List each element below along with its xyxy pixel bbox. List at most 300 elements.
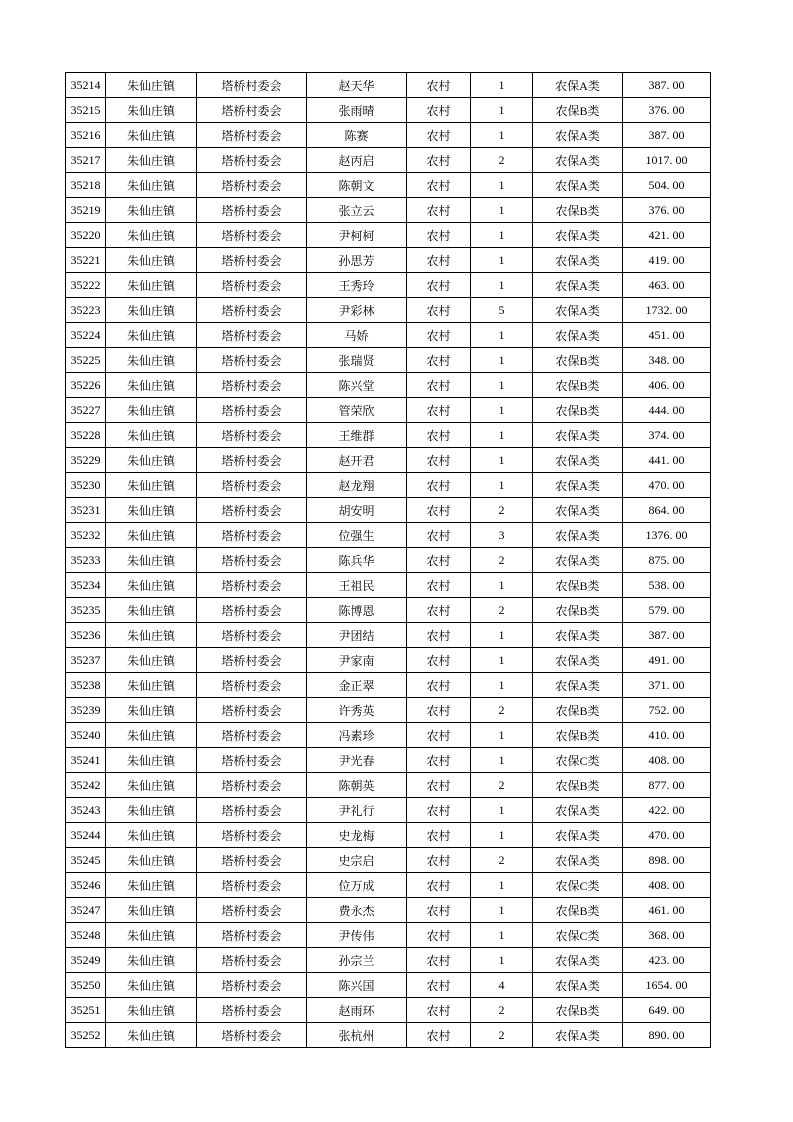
cell-type: 农保B类 (533, 98, 623, 123)
table-row (66, 548, 711, 573)
table-row (66, 148, 711, 173)
cell-amount: 538. 00 (623, 573, 711, 598)
cell-id: 35238 (66, 673, 106, 698)
table-row (66, 648, 711, 673)
cell-village: 塔桥村委会 (197, 423, 307, 448)
cell-name: 张瑞贤 (307, 348, 407, 373)
cell-count: 1 (471, 398, 533, 423)
cell-amount: 387. 00 (623, 123, 711, 148)
cell-village: 塔桥村委会 (197, 923, 307, 948)
table-row (66, 748, 711, 773)
cell-category: 农村 (407, 573, 471, 598)
cell-type: 农保A类 (533, 473, 623, 498)
cell-name: 许秀英 (307, 698, 407, 723)
cell-id: 35219 (66, 198, 106, 223)
cell-category: 农村 (407, 973, 471, 998)
cell-type: 农保A类 (533, 523, 623, 548)
cell-village: 塔桥村委会 (197, 623, 307, 648)
cell-count: 1 (471, 823, 533, 848)
table-row (66, 298, 711, 323)
cell-village: 塔桥村委会 (197, 698, 307, 723)
cell-count: 2 (471, 998, 533, 1023)
cell-id: 35243 (66, 798, 106, 823)
cell-village: 塔桥村委会 (197, 523, 307, 548)
table-row (66, 898, 711, 923)
cell-type: 农保C类 (533, 873, 623, 898)
cell-id: 35232 (66, 523, 106, 548)
cell-type: 农保A类 (533, 673, 623, 698)
cell-name: 胡安明 (307, 498, 407, 523)
cell-name: 赵雨环 (307, 998, 407, 1023)
cell-id: 35235 (66, 598, 106, 623)
cell-category: 农村 (407, 748, 471, 773)
cell-count: 1 (471, 948, 533, 973)
cell-name: 尹家南 (307, 648, 407, 673)
cell-name: 张杭州 (307, 1023, 407, 1048)
cell-amount: 461. 00 (623, 898, 711, 923)
cell-amount: 875. 00 (623, 548, 711, 573)
cell-category: 农村 (407, 898, 471, 923)
cell-category: 农村 (407, 948, 471, 973)
cell-amount: 463. 00 (623, 273, 711, 298)
cell-town: 朱仙庄镇 (106, 698, 197, 723)
cell-id: 35222 (66, 273, 106, 298)
table-row (66, 123, 711, 148)
cell-amount: 444. 00 (623, 398, 711, 423)
cell-category: 农村 (407, 273, 471, 298)
cell-amount: 441. 00 (623, 448, 711, 473)
cell-village: 塔桥村委会 (197, 373, 307, 398)
cell-count: 1 (471, 123, 533, 148)
cell-name: 孙思芳 (307, 248, 407, 273)
cell-town: 朱仙庄镇 (106, 898, 197, 923)
cell-village: 塔桥村委会 (197, 473, 307, 498)
cell-amount: 410. 00 (623, 723, 711, 748)
cell-id: 35236 (66, 623, 106, 648)
cell-amount: 864. 00 (623, 498, 711, 523)
cell-town: 朱仙庄镇 (106, 73, 197, 98)
cell-amount: 898. 00 (623, 848, 711, 873)
table-row (66, 623, 711, 648)
table-row (66, 98, 711, 123)
cell-village: 塔桥村委会 (197, 673, 307, 698)
cell-village: 塔桥村委会 (197, 348, 307, 373)
cell-type: 农保A类 (533, 273, 623, 298)
cell-town: 朱仙庄镇 (106, 248, 197, 273)
table-row (66, 573, 711, 598)
cell-id: 35249 (66, 948, 106, 973)
cell-village: 塔桥村委会 (197, 173, 307, 198)
cell-category: 农村 (407, 473, 471, 498)
cell-category: 农村 (407, 623, 471, 648)
cell-id: 35241 (66, 748, 106, 773)
cell-category: 农村 (407, 598, 471, 623)
cell-name: 赵丙启 (307, 148, 407, 173)
cell-category: 农村 (407, 798, 471, 823)
table-row (66, 473, 711, 498)
cell-count: 1 (471, 373, 533, 398)
cell-count: 1 (471, 223, 533, 248)
cell-type: 农保A类 (533, 948, 623, 973)
cell-type: 农保A类 (533, 548, 623, 573)
cell-town: 朱仙庄镇 (106, 948, 197, 973)
cell-type: 农保B类 (533, 723, 623, 748)
cell-amount: 752. 00 (623, 698, 711, 723)
cell-name: 赵龙翔 (307, 473, 407, 498)
table-row (66, 923, 711, 948)
cell-town: 朱仙庄镇 (106, 848, 197, 873)
cell-village: 塔桥村委会 (197, 573, 307, 598)
cell-category: 农村 (407, 998, 471, 1023)
cell-town: 朱仙庄镇 (106, 398, 197, 423)
cell-type: 农保B类 (533, 898, 623, 923)
table-row (66, 73, 711, 98)
table-row (66, 523, 711, 548)
table-row (66, 773, 711, 798)
cell-name: 张雨晴 (307, 98, 407, 123)
table-body (66, 73, 711, 1048)
cell-id: 35214 (66, 73, 106, 98)
cell-count: 1 (471, 748, 533, 773)
cell-amount: 387. 00 (623, 73, 711, 98)
cell-id: 35252 (66, 1023, 106, 1048)
table-row (66, 848, 711, 873)
cell-type: 农保A类 (533, 623, 623, 648)
cell-count: 1 (471, 173, 533, 198)
cell-name: 位万成 (307, 873, 407, 898)
cell-town: 朱仙庄镇 (106, 998, 197, 1023)
table-row (66, 423, 711, 448)
cell-type: 农保A类 (533, 248, 623, 273)
table-row (66, 323, 711, 348)
cell-id: 35223 (66, 298, 106, 323)
cell-amount: 470. 00 (623, 473, 711, 498)
cell-count: 3 (471, 523, 533, 548)
cell-village: 塔桥村委会 (197, 198, 307, 223)
cell-id: 35217 (66, 148, 106, 173)
cell-category: 农村 (407, 523, 471, 548)
cell-name: 冯素珍 (307, 723, 407, 748)
cell-town: 朱仙庄镇 (106, 723, 197, 748)
cell-type: 农保A类 (533, 798, 623, 823)
cell-count: 2 (471, 698, 533, 723)
cell-type: 农保B类 (533, 198, 623, 223)
cell-type: 农保A类 (533, 223, 623, 248)
cell-type: 农保B类 (533, 398, 623, 423)
cell-amount: 451. 00 (623, 323, 711, 348)
cell-name: 尹礼行 (307, 798, 407, 823)
cell-id: 35220 (66, 223, 106, 248)
cell-type: 农保B类 (533, 698, 623, 723)
cell-name: 张立云 (307, 198, 407, 223)
cell-town: 朱仙庄镇 (106, 348, 197, 373)
cell-town: 朱仙庄镇 (106, 623, 197, 648)
cell-town: 朱仙庄镇 (106, 873, 197, 898)
cell-count: 1 (471, 423, 533, 448)
cell-town: 朱仙庄镇 (106, 323, 197, 348)
table-row (66, 373, 711, 398)
cell-count: 2 (471, 848, 533, 873)
cell-count: 1 (471, 273, 533, 298)
cell-town: 朱仙庄镇 (106, 548, 197, 573)
cell-count: 2 (471, 598, 533, 623)
cell-amount: 419. 00 (623, 248, 711, 273)
table-row (66, 348, 711, 373)
cell-name: 陈兵华 (307, 548, 407, 573)
cell-category: 农村 (407, 98, 471, 123)
cell-count: 2 (471, 498, 533, 523)
cell-village: 塔桥村委会 (197, 148, 307, 173)
cell-count: 1 (471, 798, 533, 823)
cell-town: 朱仙庄镇 (106, 573, 197, 598)
cell-id: 35244 (66, 823, 106, 848)
cell-name: 尹传伟 (307, 923, 407, 948)
cell-type: 农保B类 (533, 773, 623, 798)
cell-id: 35250 (66, 973, 106, 998)
cell-id: 35242 (66, 773, 106, 798)
cell-category: 农村 (407, 498, 471, 523)
cell-category: 农村 (407, 398, 471, 423)
cell-id: 35216 (66, 123, 106, 148)
table-row (66, 948, 711, 973)
cell-name: 陈兴国 (307, 973, 407, 998)
cell-village: 塔桥村委会 (197, 123, 307, 148)
cell-type: 农保C类 (533, 923, 623, 948)
cell-id: 35247 (66, 898, 106, 923)
cell-amount: 1017. 00 (623, 148, 711, 173)
cell-name: 陈朝英 (307, 773, 407, 798)
cell-id: 35240 (66, 723, 106, 748)
cell-category: 农村 (407, 298, 471, 323)
cell-name: 王维群 (307, 423, 407, 448)
cell-town: 朱仙庄镇 (106, 598, 197, 623)
cell-town: 朱仙庄镇 (106, 198, 197, 223)
cell-amount: 579. 00 (623, 598, 711, 623)
cell-id: 35246 (66, 873, 106, 898)
cell-category: 农村 (407, 848, 471, 873)
cell-town: 朱仙庄镇 (106, 673, 197, 698)
cell-town: 朱仙庄镇 (106, 923, 197, 948)
cell-type: 农保A类 (533, 123, 623, 148)
cell-town: 朱仙庄镇 (106, 423, 197, 448)
cell-amount: 423. 00 (623, 948, 711, 973)
cell-category: 农村 (407, 323, 471, 348)
cell-town: 朱仙庄镇 (106, 773, 197, 798)
cell-category: 农村 (407, 73, 471, 98)
table-row (66, 598, 711, 623)
cell-village: 塔桥村委会 (197, 448, 307, 473)
cell-category: 农村 (407, 423, 471, 448)
table-row (66, 723, 711, 748)
cell-type: 农保B类 (533, 348, 623, 373)
cell-count: 5 (471, 298, 533, 323)
cell-type: 农保A类 (533, 423, 623, 448)
cell-category: 农村 (407, 548, 471, 573)
cell-name: 赵开君 (307, 448, 407, 473)
cell-amount: 422. 00 (623, 798, 711, 823)
table-row (66, 223, 711, 248)
cell-town: 朱仙庄镇 (106, 648, 197, 673)
cell-category: 农村 (407, 148, 471, 173)
cell-village: 塔桥村委会 (197, 1023, 307, 1048)
cell-id: 35234 (66, 573, 106, 598)
cell-id: 35237 (66, 648, 106, 673)
cell-id: 35245 (66, 848, 106, 873)
table-row (66, 498, 711, 523)
cell-type: 农保B类 (533, 373, 623, 398)
cell-amount: 421. 00 (623, 223, 711, 248)
cell-count: 1 (471, 198, 533, 223)
cell-category: 农村 (407, 123, 471, 148)
cell-village: 塔桥村委会 (197, 273, 307, 298)
cell-id: 35228 (66, 423, 106, 448)
cell-village: 塔桥村委会 (197, 723, 307, 748)
table-row (66, 1023, 711, 1048)
cell-id: 35225 (66, 348, 106, 373)
cell-amount: 387. 00 (623, 623, 711, 648)
cell-town: 朱仙庄镇 (106, 298, 197, 323)
cell-type: 农保A类 (533, 973, 623, 998)
cell-count: 4 (471, 973, 533, 998)
cell-category: 农村 (407, 723, 471, 748)
cell-amount: 649. 00 (623, 998, 711, 1023)
cell-id: 35230 (66, 473, 106, 498)
cell-category: 农村 (407, 923, 471, 948)
cell-type: 农保A类 (533, 73, 623, 98)
cell-category: 农村 (407, 448, 471, 473)
cell-category: 农村 (407, 373, 471, 398)
cell-count: 1 (471, 348, 533, 373)
cell-count: 1 (471, 623, 533, 648)
cell-category: 农村 (407, 873, 471, 898)
cell-town: 朱仙庄镇 (106, 473, 197, 498)
cell-id: 35251 (66, 998, 106, 1023)
cell-name: 尹光春 (307, 748, 407, 773)
cell-count: 2 (471, 773, 533, 798)
cell-count: 1 (471, 873, 533, 898)
cell-name: 陈博恩 (307, 598, 407, 623)
cell-category: 农村 (407, 823, 471, 848)
cell-count: 1 (471, 98, 533, 123)
table-row (66, 273, 711, 298)
cell-category: 农村 (407, 223, 471, 248)
table-row (66, 673, 711, 698)
cell-type: 农保A类 (533, 1023, 623, 1048)
cell-name: 尹团结 (307, 623, 407, 648)
cell-count: 2 (471, 548, 533, 573)
cell-count: 1 (471, 723, 533, 748)
cell-amount: 376. 00 (623, 198, 711, 223)
cell-count: 1 (471, 323, 533, 348)
cell-type: 农保A类 (533, 448, 623, 473)
cell-category: 农村 (407, 1023, 471, 1048)
cell-town: 朱仙庄镇 (106, 173, 197, 198)
cell-id: 35231 (66, 498, 106, 523)
cell-amount: 406. 00 (623, 373, 711, 398)
cell-type: 农保A类 (533, 848, 623, 873)
cell-id: 35227 (66, 398, 106, 423)
cell-category: 农村 (407, 348, 471, 373)
cell-name: 尹彩林 (307, 298, 407, 323)
cell-village: 塔桥村委会 (197, 973, 307, 998)
cell-type: 农保A类 (533, 823, 623, 848)
cell-village: 塔桥村委会 (197, 948, 307, 973)
cell-type: 农保A类 (533, 148, 623, 173)
cell-name: 史龙梅 (307, 823, 407, 848)
cell-amount: 470. 00 (623, 823, 711, 848)
cell-name: 赵天华 (307, 73, 407, 98)
cell-count: 1 (471, 473, 533, 498)
cell-category: 农村 (407, 248, 471, 273)
cell-name: 管荣欣 (307, 398, 407, 423)
cell-town: 朱仙庄镇 (106, 498, 197, 523)
cell-village: 塔桥村委会 (197, 798, 307, 823)
cell-category: 农村 (407, 698, 471, 723)
cell-id: 35248 (66, 923, 106, 948)
cell-type: 农保A类 (533, 298, 623, 323)
cell-village: 塔桥村委会 (197, 848, 307, 873)
cell-id: 35233 (66, 548, 106, 573)
cell-id: 35215 (66, 98, 106, 123)
cell-village: 塔桥村委会 (197, 98, 307, 123)
cell-amount: 368. 00 (623, 923, 711, 948)
cell-type: 农保C类 (533, 748, 623, 773)
cell-amount: 504. 00 (623, 173, 711, 198)
cell-town: 朱仙庄镇 (106, 448, 197, 473)
cell-village: 塔桥村委会 (197, 873, 307, 898)
cell-amount: 877. 00 (623, 773, 711, 798)
cell-amount: 1732. 00 (623, 298, 711, 323)
cell-name: 位强生 (307, 523, 407, 548)
cell-count: 2 (471, 148, 533, 173)
cell-id: 35221 (66, 248, 106, 273)
cell-village: 塔桥村委会 (197, 73, 307, 98)
cell-town: 朱仙庄镇 (106, 373, 197, 398)
cell-amount: 408. 00 (623, 748, 711, 773)
cell-name: 王祖民 (307, 573, 407, 598)
cell-count: 1 (471, 448, 533, 473)
cell-count: 1 (471, 573, 533, 598)
cell-category: 农村 (407, 648, 471, 673)
cell-name: 陈兴堂 (307, 373, 407, 398)
table-row (66, 823, 711, 848)
cell-category: 农村 (407, 773, 471, 798)
cell-village: 塔桥村委会 (197, 748, 307, 773)
cell-name: 史宗启 (307, 848, 407, 873)
cell-count: 1 (471, 648, 533, 673)
cell-village: 塔桥村委会 (197, 823, 307, 848)
cell-village: 塔桥村委会 (197, 248, 307, 273)
cell-town: 朱仙庄镇 (106, 148, 197, 173)
cell-village: 塔桥村委会 (197, 998, 307, 1023)
cell-town: 朱仙庄镇 (106, 273, 197, 298)
cell-count: 1 (471, 73, 533, 98)
table-row (66, 698, 711, 723)
cell-village: 塔桥村委会 (197, 498, 307, 523)
cell-category: 农村 (407, 673, 471, 698)
cell-id: 35229 (66, 448, 106, 473)
cell-name: 陈朝文 (307, 173, 407, 198)
cell-amount: 491. 00 (623, 648, 711, 673)
table-row (66, 198, 711, 223)
cell-town: 朱仙庄镇 (106, 823, 197, 848)
cell-amount: 374. 00 (623, 423, 711, 448)
cell-count: 1 (471, 248, 533, 273)
table-row (66, 248, 711, 273)
cell-type: 农保B类 (533, 573, 623, 598)
cell-town: 朱仙庄镇 (106, 1023, 197, 1048)
cell-town: 朱仙庄镇 (106, 748, 197, 773)
